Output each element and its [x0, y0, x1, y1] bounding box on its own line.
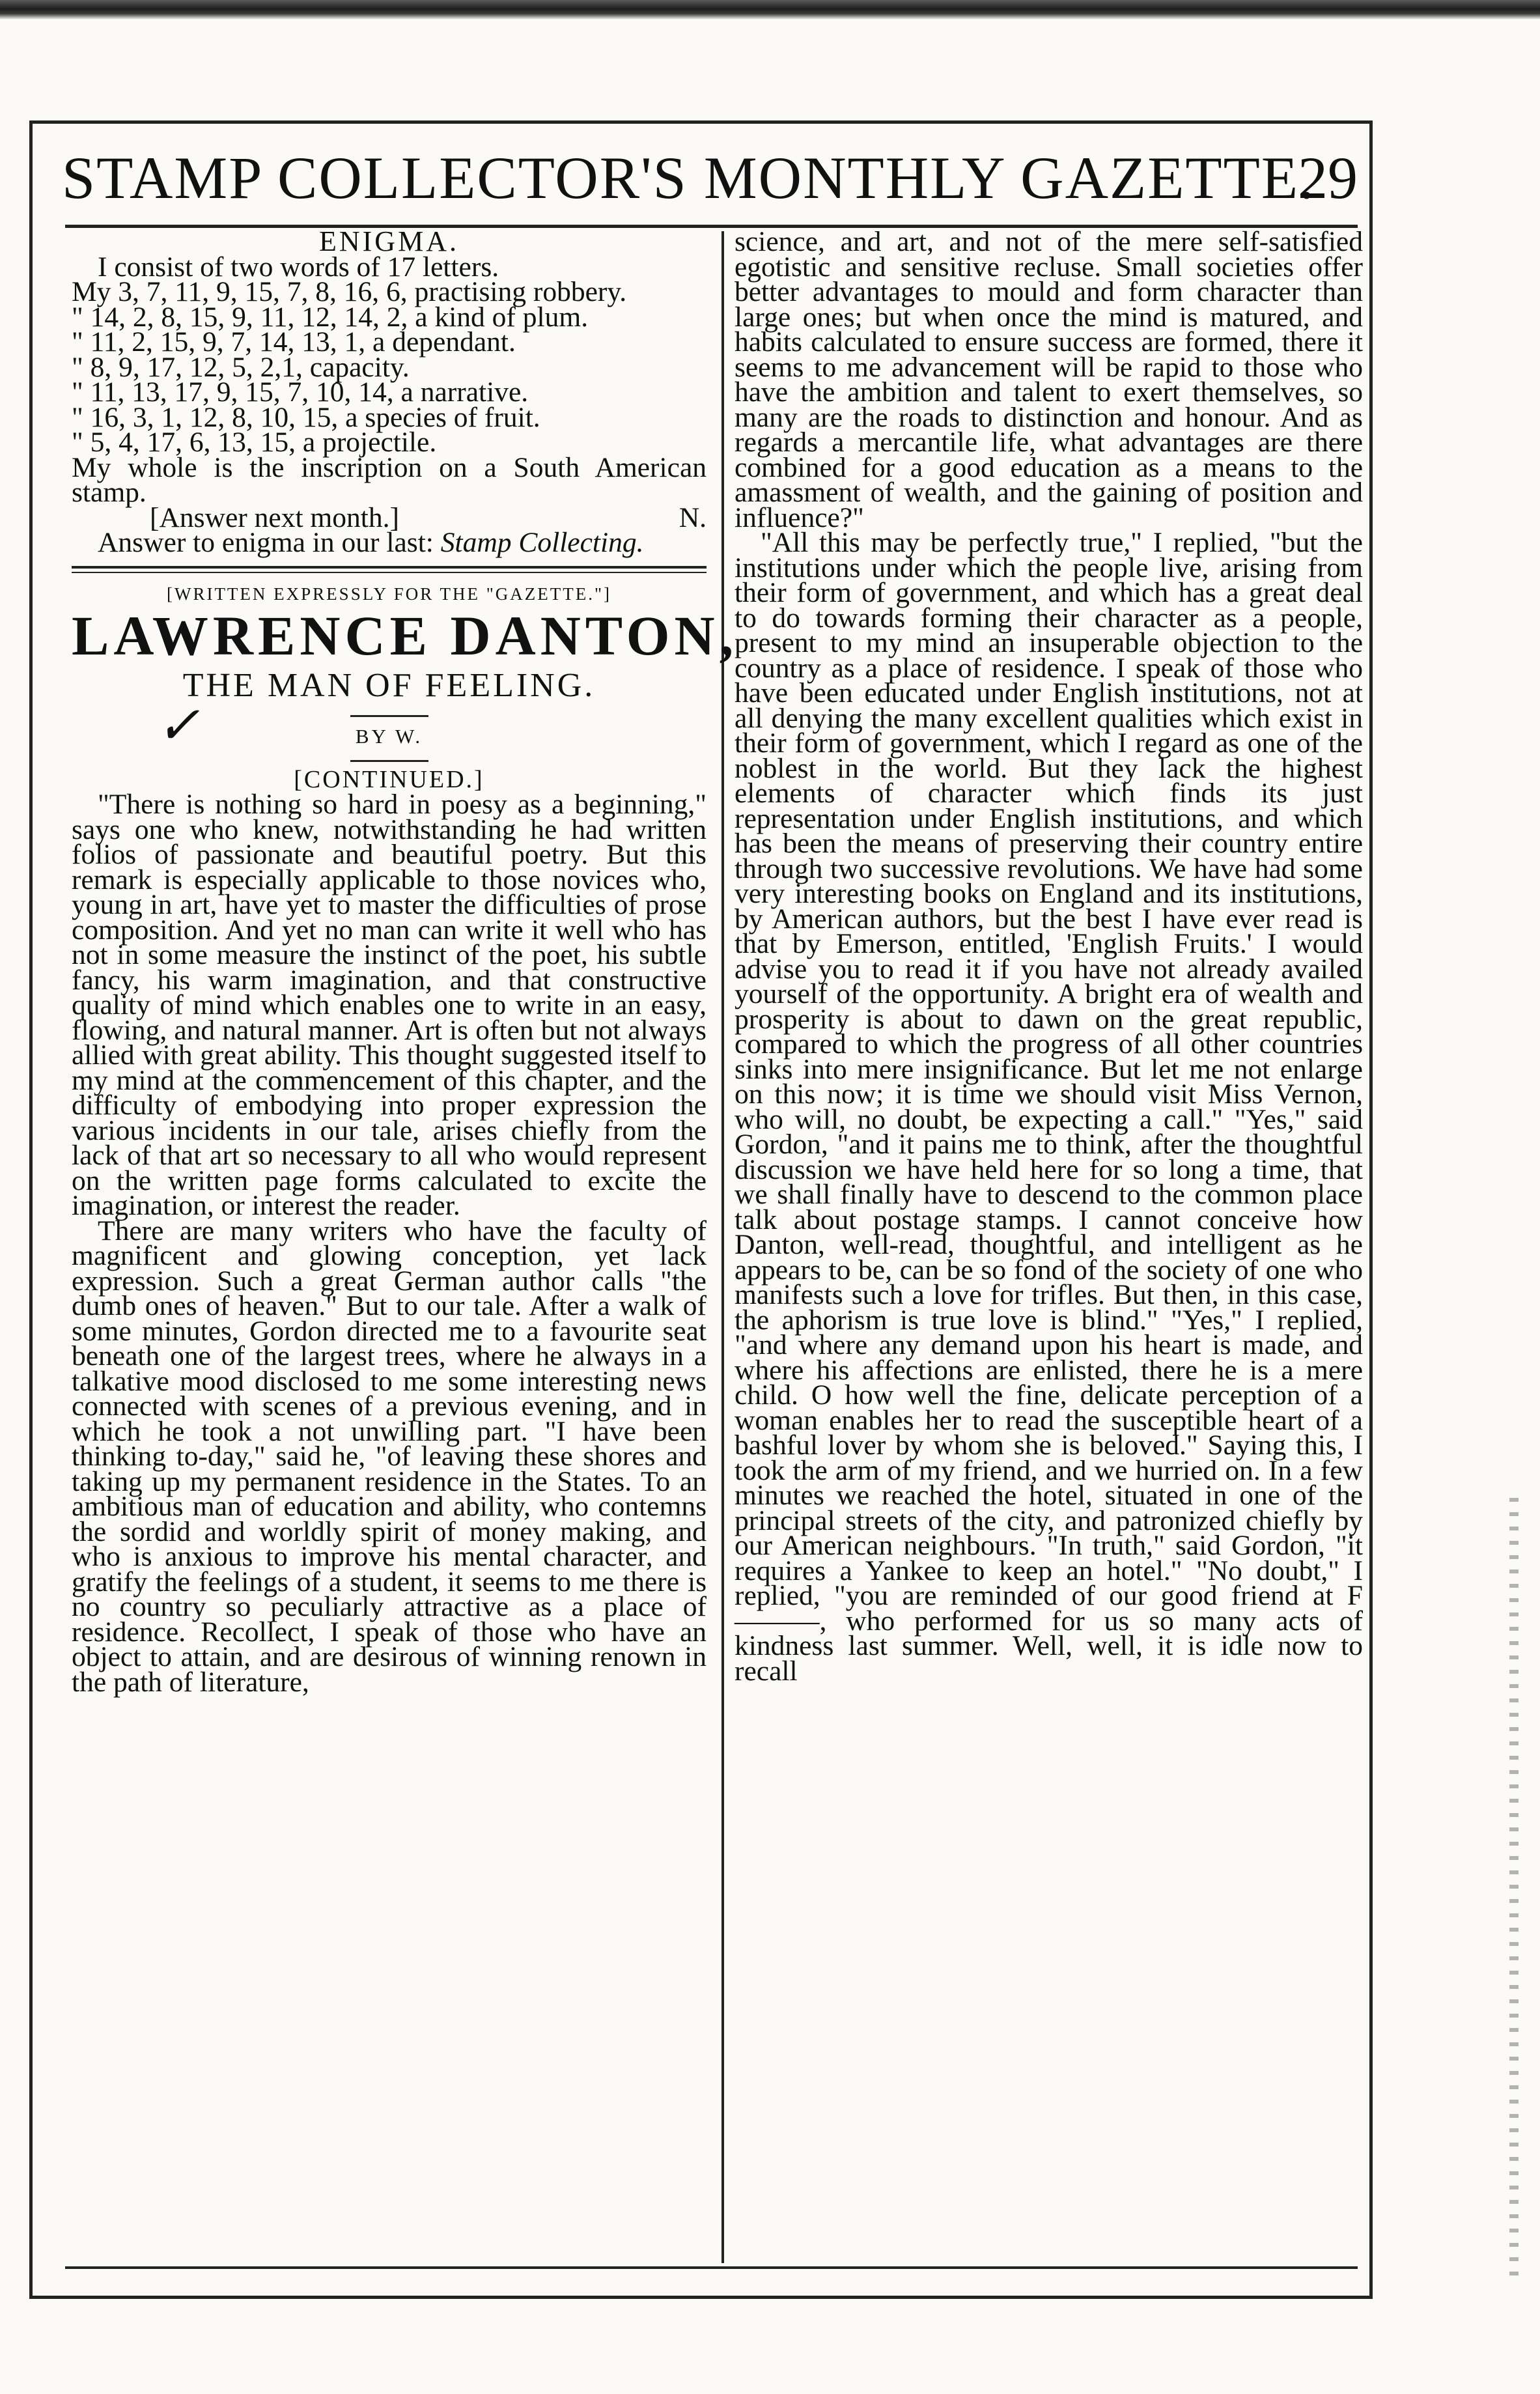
checkmark-icon: ✓ [156, 697, 203, 755]
section-rule [72, 566, 707, 573]
enigma-line: " 14, 2, 8, 15, 9, 11, 12, 14, 2, a kind of plum. [72, 301, 589, 333]
enigma-line: " 11, 2, 15, 9, 7, 14, 13, 1, a dependant. [72, 326, 516, 358]
short-rule [350, 760, 428, 762]
column-divider [721, 231, 724, 2263]
publication-title: STAMP COLLECTOR'S MONTHLY GAZETTE. [62, 145, 1316, 211]
short-rule [350, 715, 428, 717]
enigma-line: " 16, 3, 1, 12, 8, 10, 15, a species of fruit. [72, 401, 540, 433]
enigma-whole: My whole is the inscription on a South American stamp. [72, 451, 707, 508]
byline [72, 697, 707, 755]
enigma-heading: ENIGMA. [319, 225, 459, 257]
last-answer-text: Stamp Collecting. [440, 527, 644, 558]
left-column [72, 225, 738, 1698]
margin-scan-marks [1509, 1498, 1519, 2279]
story-paragraph: There are many writers who have the faculty of magnificent and glowing conception, yet lack expression. Such a great German author calls "the dumb ones of heaven." But to our tale. After a walk of some minutes, Gordon directed me to a favourite seat beneath one of the largest trees, where he always in a talkative mood disclosed to me some interesting news connected with scenes of a previous evening, and in which he took a not unwilling part. "I have been thinking to-day," said he, "of leaving these shores and taking up my permanent residence in the States. To an ambitious man of education and ability, who contemns the sordid and worldly spirit of money making, and who is anxious to improve his mental character, and gratify the feelings of a student, it seems to me there is no country so peculiarly attractive as a place of residence. Recollect, I speak of those who have an object to attain, and are desirous of winning renown in the path of literature, [72, 1215, 707, 1698]
written-for-note: [WRITTEN EXPRESSLY FOR THE "GAZETTE."] [166, 584, 612, 604]
last-answer [72, 527, 707, 558]
enigma-line: " 8, 9, 17, 12, 5, 2,1, capacity. [72, 351, 410, 383]
byline-text: BY W. [355, 724, 423, 748]
enigma-line: My 3, 7, 11, 9, 15, 7, 8, 16, 6, practising robbery. [72, 276, 627, 307]
enigma-line: " 5, 4, 17, 6, 13, 15, a projectile. [72, 427, 437, 458]
bottom-rule [65, 2266, 1358, 2269]
answer-next-note: [Answer next month.] [150, 501, 399, 533]
scan-edge [0, 0, 1540, 20]
story-paragraph: science, and art, and not of the mere self-satisfied egotistic and sensitive recluse. Small societies offer better advantages to mould and form character than large ones; but when once the mind is matured, and habits calculated to ensure success are formed, there it seems to me advancement will be rapid to those who have the ambition and talent to exert themselves, so many are the roads to distinction and honour. And as regards a mercantile life, what advantages are there combined for a good education as a means to the amassment of wealth, and the gaining of position and influence?" [735, 226, 1363, 533]
story-title: LAWRENCE DANTON, [72, 604, 738, 667]
right-column [735, 226, 1363, 1687]
story-paragraph: "All this may be perfectly true," I replied, "but the institutions under which the people live, arising from their form of government, and which has a great deal to do towards forming their character as a people, present to my mind an insuperable objection to the country as a place of residence. I speak of those who have been educated under English institutions, not at all denying the many excellent qualities which exist in their form of government, which I regard as one of the noblest in the world. But they lack the highest elements of character which finds its just representation under English institutions, and which has been the means of preserving their country entire through two successive revolutions. We have had some very interesting books on England and its institutions, by American authors, but the best I have ever read is that by Emerson, entitled, 'English Fruits.' I would advise you to read it if you have not already availed yourself of the opportunity. A bright era of wealth and prosperity is about to dawn on the great republic, compared to which the progress of all other countries sinks into mere insignificance. But let me not enlarge on this now; it is time we should visit Miss Vernon, who will, no doubt, be expecting a call." "Yes," said Gordon, "and it pains me to think, after the thoughtful discussion we have held here for so long a time, that we shall finally have to descend to the common place talk about postage stamps. I cannot conceive how Danton, well-read, thoughtful, and intelligent as he appears to be, can be so fond of the society of one who manifests such a love for trifles. But then, in this case, the aphorism is true love is blind." "Yes," I replied, "and where any demand upon his heart is made, and where his affections are enlisted, there he is a mere child. O how well the fine, delicate perception of a woman enables her to read the susceptible heart of a bashful lover by whom she is beloved." Saying this, I took the arm of my friend, and we hurried on. In a few minutes we reached the hotel, situated in one of the principal streets of the city, and patronized chiefly by our American neighbours. "In truth," said Gordon, "it requires a Yankee to keep an hotel." "No doubt," I replied, "you are reminded of our good friend at F———, who performed for us so many acts of kindness last summer. Well, well, it is idle now to recall [735, 527, 1363, 1687]
story-subtitle: THE MAN OF FEELING. [182, 666, 596, 704]
story-paragraph: "There is nothing so hard in poesy as a beginning," says one who knew, notwithstanding he had written folios of passionate and beautiful poetry. But this remark is especially applicable to those novices who, young in art, have yet to master the difficulties of prose composition. And yet no man can write it well who has not in some measure the instinct of the poet, his subtle fancy, his warm imagination, and that constructive quality of mind which enables one to write in an easy, flowing, and natural manner. Art is often but not always allied with great ability. This thought suggested itself to my mind at the commencement of this chapter, and the difficulty of embodying into proper expression the various incidents in our tale, arises chiefly from the lack of that art so necessary to all who would represent on the written page forms calculated to excite the imagination, or interest the reader. [72, 789, 707, 1221]
last-answer-label: Answer to enigma in our last: [98, 527, 441, 558]
enigma-line: " 11, 13, 17, 9, 15, 7, 10, 14, a narrative. [72, 376, 529, 408]
page-number: 29 [1298, 145, 1358, 211]
enigma-line: I consist of two words of 17 letters. [98, 251, 499, 283]
page-header [62, 130, 1364, 221]
enigma-signature: N. [679, 501, 707, 533]
continued-note: [CONTINUED.] [294, 765, 484, 793]
